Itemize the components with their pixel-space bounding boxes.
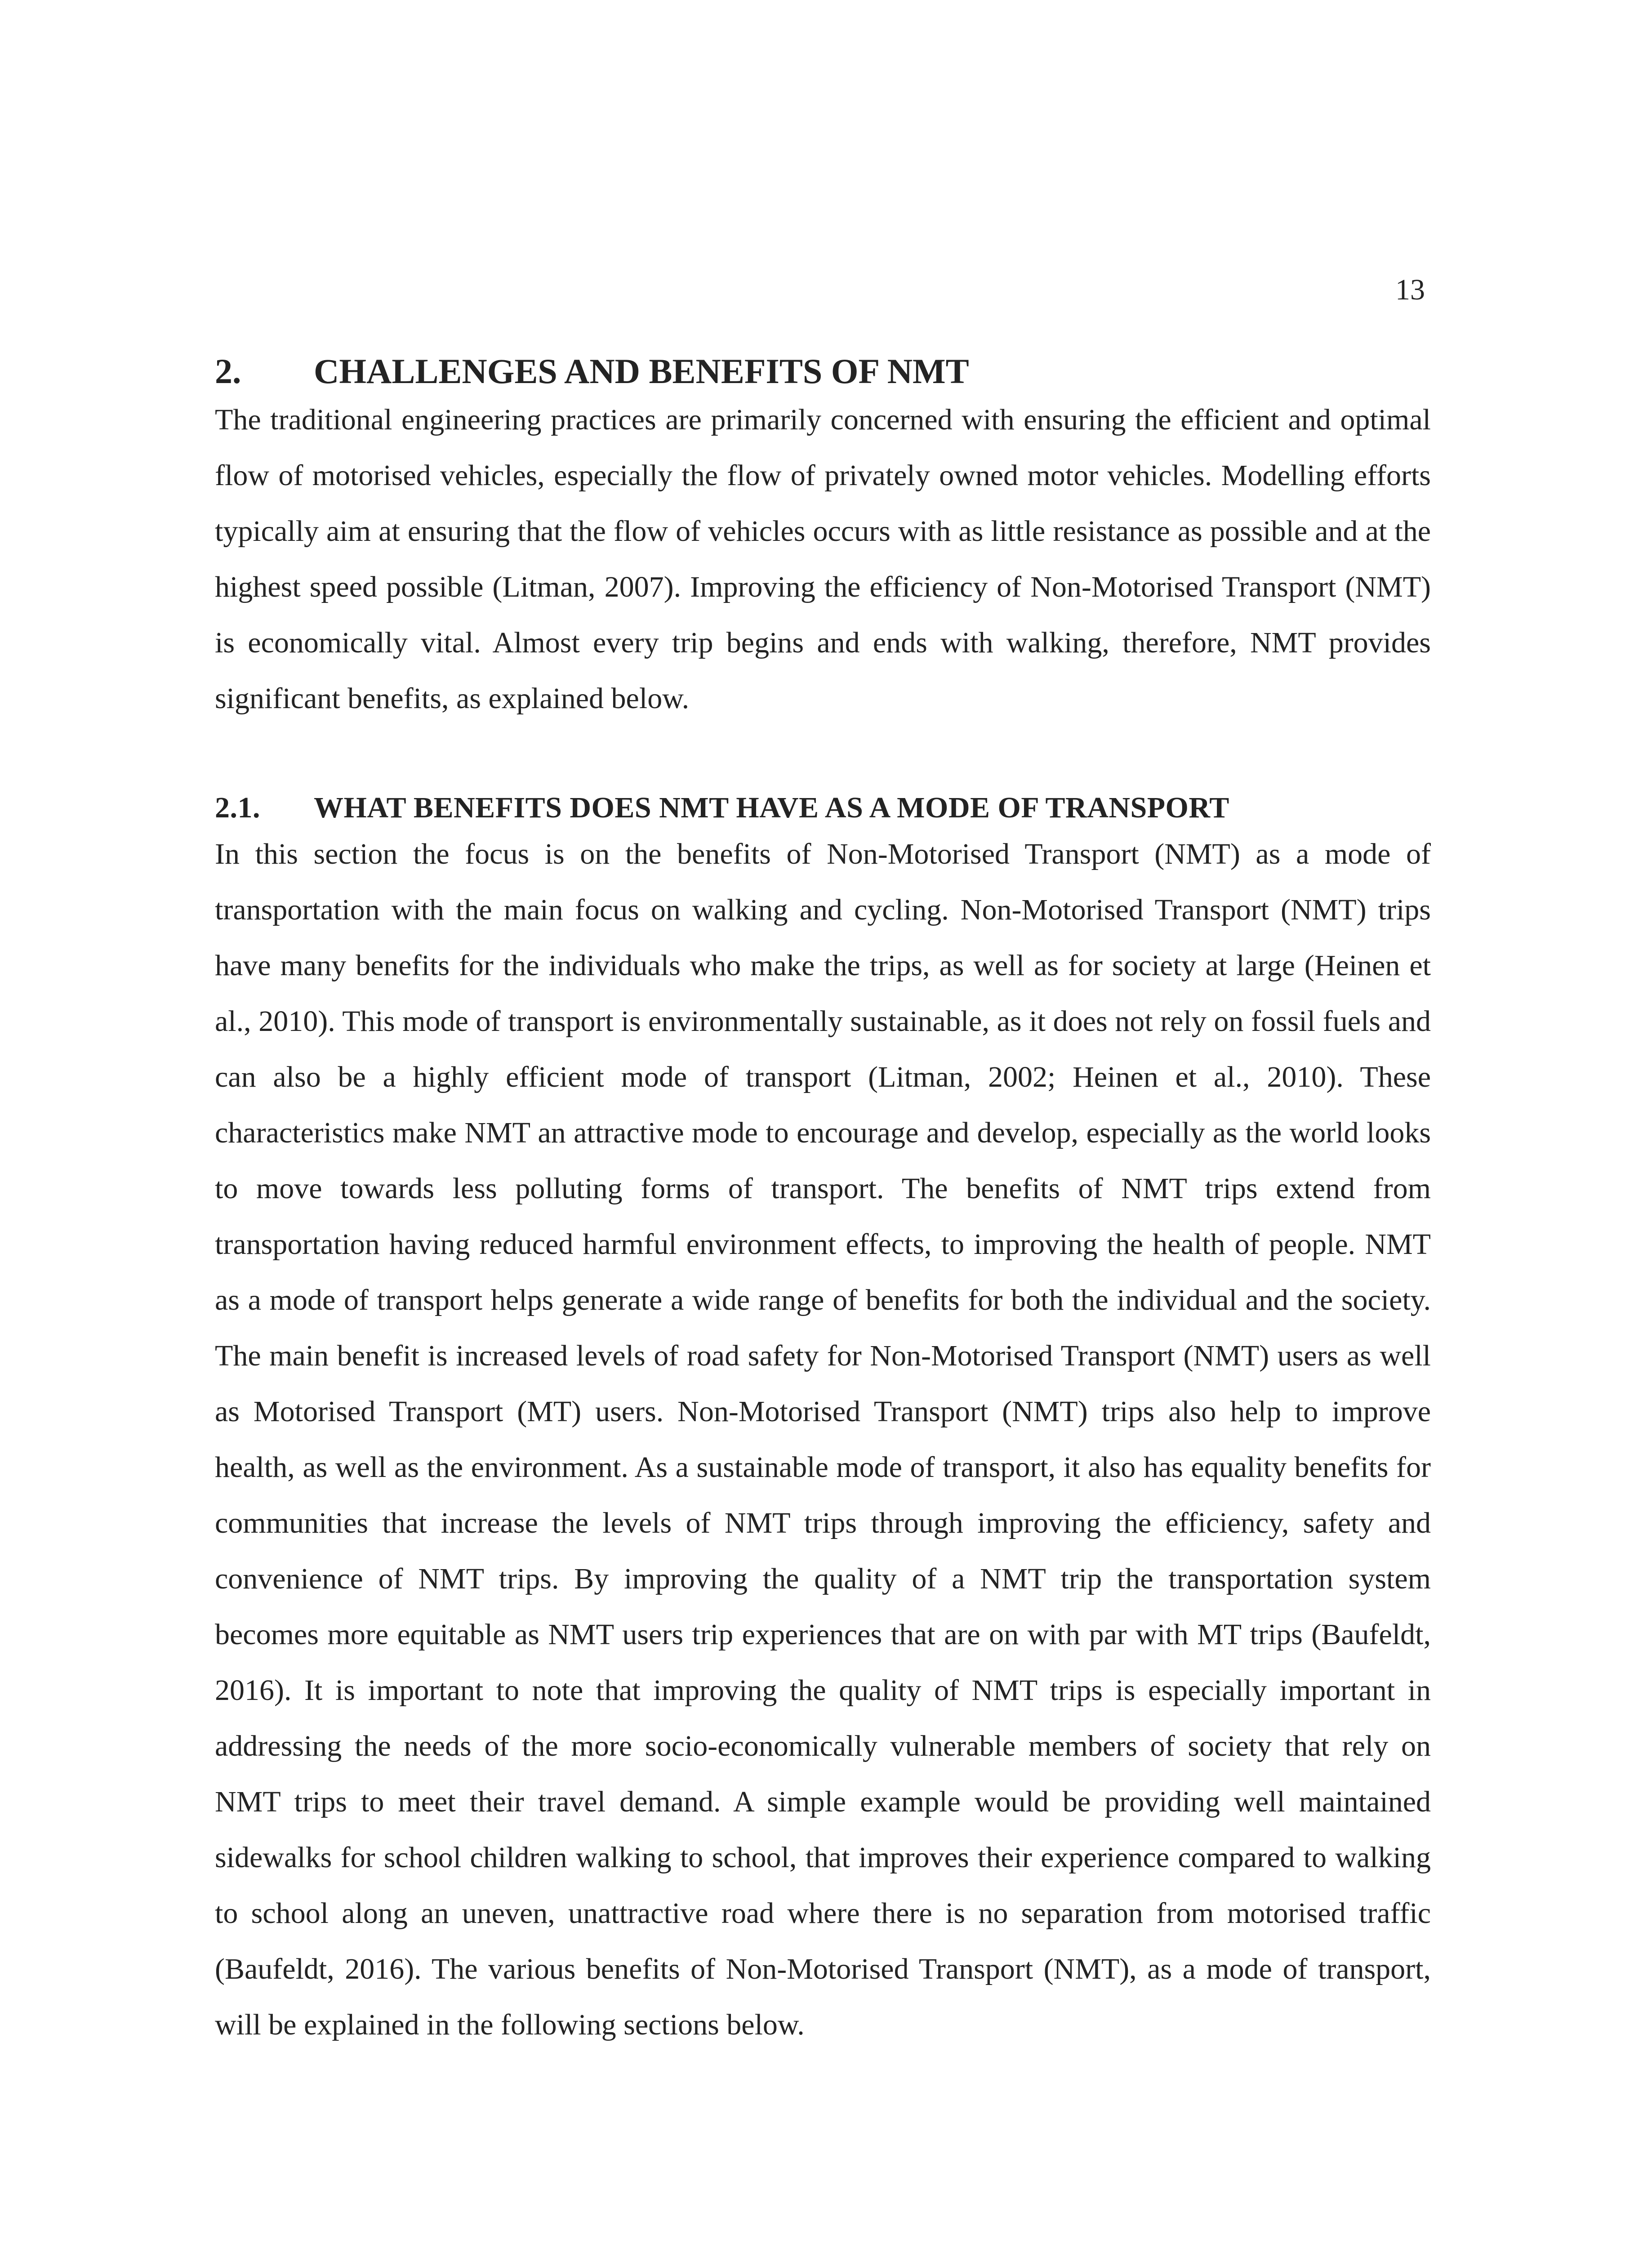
section-paragraph: The traditional engineering practices are primarily concerned with ensuring the efficient and optimal flow of motorised vehicles, especially the flow of privately owned motor vehicles. Modelling efforts typically aim at ensuring that the flow of vehicles occurs with as little resistance as possible and at the highest speed possible (Litman, 2007). Improving the efficiency of Non-Motorised Transport (NMT) is economically vital. Almost every trip begins and ends with walking, therefore, NMT provides significant benefits, as explained below.	[215, 403, 1431, 715]
section-number: 2.	[215, 352, 241, 391]
subsection-number: 2.1.	[215, 791, 260, 824]
subsection-heading	[215, 789, 1431, 826]
subsection-paragraph: In this section the focus is on the benefits of Non-Motorised Transport (NMT) as a mode of transportation with the main focus on walking and cycling. Non-Motorised Transport (NMT) trips have many benefits for the individuals who make the trips, as well as for society at large (Heinen et al., 2010). This mode of transport is environmentally sustainable, as it does not rely on fossil fuels and can also be a highly efficient mode of transport (Litman, 2002; Heinen et al., 2010). These characteristics make NMT an attractive mode to encourage and develop, especially as the world looks to move towards less polluting forms of transport. The benefits of NMT trips extend from transportation having reduced harmful environment effects, to improving the health of people. NMT as a mode of transport helps generate a wide range of benefits for both the individual and the society. The main benefit is increased levels of road safety for Non-Motorised Transport (NMT) users as well as Motorised Transport (MT) users. Non-Motorised Transport (NMT) trips also help to improve health, as well as the environment. As a sustainable mode of transport, it also has equality benefits for communities that increase the levels of NMT trips through improving the efficiency, safety and convenience of NMT trips. By improving the quality of a NMT trip the transportation system becomes more equitable as NMT users trip experiences that are on with par with MT trips (Baufeldt, 2016). It is important to note that improving the quality of NMT trips is especially important in addressing the needs of the more socio-economically vulnerable members of society that rely on NMT trips to meet their travel demand. A simple example would be providing well maintained sidewalks for school children walking to school, that improves their experience compared to walking to school along an uneven, unattractive road where there is no separation from motorised traffic (Baufeldt, 2016). The various benefits of Non-Motorised Transport (NMT), as a mode of transport, will be explained in the following sections below.	[215, 838, 1431, 2041]
subsection-title: WHAT BENEFITS DOES NMT HAVE AS A MODE OF TRANSPORT	[314, 791, 1229, 824]
section-title: CHALLENGES AND BENEFITS OF NMT	[314, 352, 969, 391]
page-content	[215, 351, 1431, 2053]
section-heading	[215, 351, 1431, 392]
page-number: 13	[1395, 273, 1425, 306]
